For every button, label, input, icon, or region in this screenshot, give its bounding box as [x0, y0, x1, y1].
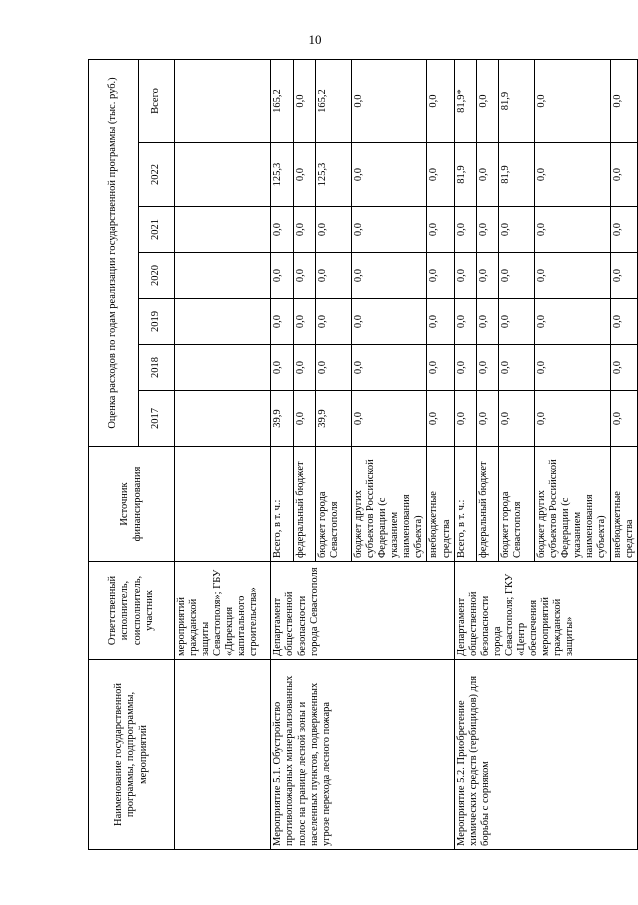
- total-value: 165,2: [315, 59, 351, 142]
- year-value: 0,0: [498, 391, 534, 447]
- funding-source: внебюджетные средства: [427, 447, 454, 562]
- year-value: 0,0: [610, 143, 637, 207]
- header-total: Всего: [139, 59, 175, 142]
- measure-executor: Департамент общественной безопасности города Севастополя; ГКУ «Центр обеспечения мероприятий гражданской защиты»: [454, 562, 637, 660]
- year-value: 0,0: [498, 253, 534, 299]
- page-number: 10: [308, 32, 322, 47]
- funding-source: Всего, в т. ч.:: [271, 447, 293, 562]
- total-value: 81,9: [498, 59, 534, 142]
- year-value: 0,0: [476, 253, 498, 299]
- year-value: 125,3: [315, 143, 351, 207]
- funding-source: федеральный бюджет: [476, 447, 498, 562]
- year-value: 0,0: [454, 391, 476, 447]
- header-year: 2018: [139, 345, 175, 391]
- total-value: 0,0: [610, 59, 637, 142]
- year-value: 0,0: [315, 253, 351, 299]
- year-value: 0,0: [293, 391, 315, 447]
- year-value: 39,9: [315, 391, 351, 447]
- measure-executor: Департамент общественной безопасности города Севастополя: [271, 562, 454, 660]
- table-area: [88, 60, 638, 850]
- year-value: 0,0: [293, 299, 315, 345]
- year-value: 0,0: [535, 253, 611, 299]
- measure-name: Мероприятие 5.2. Приобретение химических средств (гербицидов) для борьбы с сорняком: [454, 660, 637, 850]
- year-value: 0,0: [293, 207, 315, 253]
- year-value: 0,0: [427, 345, 454, 391]
- header-estimate: Оценка расходов по годам реализации государственной программы (тыс. руб.): [89, 59, 139, 446]
- header-year: 2019: [139, 299, 175, 345]
- funding-source: бюджет города Севастополя: [498, 447, 534, 562]
- table-row: [271, 59, 293, 849]
- year-value: 0,0: [271, 253, 293, 299]
- year-value: 0,0: [315, 299, 351, 345]
- year-value: 0,0: [476, 207, 498, 253]
- header-year: 2017: [139, 391, 175, 447]
- header-name: Наименование государственной программы, подпрограммы, мероприятий: [89, 660, 175, 850]
- funding-source: бюджет города Севастополя: [315, 447, 351, 562]
- year-value: 0,0: [454, 345, 476, 391]
- year-value: 0,0: [351, 391, 427, 447]
- year-value: 0,0: [498, 207, 534, 253]
- year-value: 0,0: [293, 345, 315, 391]
- year-value: 0,0: [498, 345, 534, 391]
- year-value: 0,0: [293, 143, 315, 207]
- total-value: 81,9*: [454, 59, 476, 142]
- year-value: 0,0: [454, 253, 476, 299]
- continued-executor-cell: мероприятий гражданской защиты Севастополя»; ГБУ «Дирекция капитального строительства»: [175, 562, 271, 660]
- header-source: Источник финансирования: [89, 447, 175, 562]
- year-value: 0,0: [535, 299, 611, 345]
- year-value: 0,0: [315, 345, 351, 391]
- year-value: 0,0: [476, 143, 498, 207]
- year-value: 0,0: [271, 345, 293, 391]
- year-value: 0,0: [351, 207, 427, 253]
- year-value: 0,0: [498, 299, 534, 345]
- year-value: 0,0: [535, 391, 611, 447]
- year-value: 0,0: [351, 143, 427, 207]
- total-value: 0,0: [476, 59, 498, 142]
- year-value: 81,9: [498, 143, 534, 207]
- total-value: 0,0: [351, 59, 427, 142]
- header-executor: Ответственный исполнитель, соисполнитель, участник: [89, 562, 175, 660]
- year-value: 125,3: [271, 143, 293, 207]
- header-year: 2022: [139, 143, 175, 207]
- funding-source: внебюджетные средства: [610, 447, 637, 562]
- continued-name-cell: [175, 660, 271, 850]
- year-value: 0,0: [271, 299, 293, 345]
- year-value: 0,0: [427, 253, 454, 299]
- year-value: 0,0: [454, 207, 476, 253]
- year-value: 0,0: [476, 345, 498, 391]
- funding-source: бюджет других субъектов Российской Федерации (с указанием наименования субъекта): [535, 447, 611, 562]
- year-value: 0,0: [610, 207, 637, 253]
- year-value: 0,0: [427, 207, 454, 253]
- year-value: 0,0: [610, 345, 637, 391]
- year-value: 0,0: [610, 253, 637, 299]
- year-value: 0,0: [535, 143, 611, 207]
- year-value: 0,0: [610, 391, 637, 447]
- total-value: 0,0: [535, 59, 611, 142]
- funding-source: бюджет других субъектов Российской Федерации (с указанием наименования субъекта): [351, 447, 427, 562]
- year-value: 0,0: [610, 299, 637, 345]
- rotated-table-wrapper: [88, 60, 638, 850]
- year-value: 0,0: [427, 143, 454, 207]
- funding-source: Всего, в т. ч.:: [454, 447, 476, 562]
- header-year: 2020: [139, 253, 175, 299]
- year-value: 0,0: [271, 207, 293, 253]
- year-value: 0,0: [454, 299, 476, 345]
- year-value: 0,0: [427, 299, 454, 345]
- table-row: [454, 59, 476, 849]
- total-value: 0,0: [427, 59, 454, 142]
- year-value: 0,0: [351, 253, 427, 299]
- funding-source: федеральный бюджет: [293, 447, 315, 562]
- total-value: 165,2: [271, 59, 293, 142]
- year-value: 39,9: [271, 391, 293, 447]
- year-value: 0,0: [476, 391, 498, 447]
- year-value: 0,0: [427, 391, 454, 447]
- year-value: 0,0: [315, 207, 351, 253]
- year-value: 0,0: [535, 345, 611, 391]
- year-value: 0,0: [351, 299, 427, 345]
- year-value: 0,0: [535, 207, 611, 253]
- year-value: 0,0: [293, 253, 315, 299]
- header-year: 2021: [139, 207, 175, 253]
- year-value: 81,9: [454, 143, 476, 207]
- financing-table: [88, 59, 638, 850]
- measure-name: Мероприятие 5.1. Обустройство противопожарных минерализованных полос на границе лесной зоны и населенных пунктов, подверженных угрозе перехода лесного пожара: [271, 660, 454, 850]
- year-value: 0,0: [351, 345, 427, 391]
- year-value: 0,0: [476, 299, 498, 345]
- continued-source-cell: [175, 447, 271, 562]
- total-value: 0,0: [293, 59, 315, 142]
